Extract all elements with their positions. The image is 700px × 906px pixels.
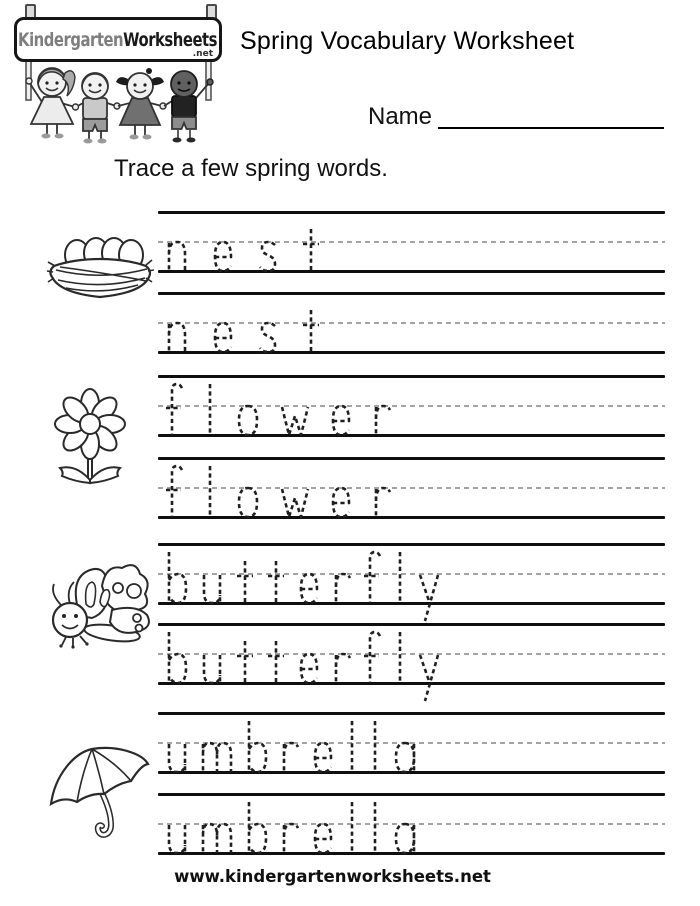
traced-word [158, 623, 665, 709]
writing-row [158, 543, 665, 629]
flower-icon [52, 388, 132, 492]
traced-word [158, 543, 665, 629]
writing-row [158, 712, 665, 798]
logo-sign [14, 17, 222, 62]
traced-word [158, 211, 665, 297]
traced-word [158, 375, 665, 461]
traced-word [158, 457, 665, 543]
footer-url: www.kindergartenworksheets.net [174, 867, 491, 886]
name-fill-in-line [438, 102, 664, 129]
writing-row [158, 623, 665, 709]
butterfly-icon [42, 558, 156, 650]
writing-row [158, 292, 665, 378]
umbrella-icon [44, 743, 156, 851]
writing-row [158, 375, 665, 461]
logo-brand [19, 29, 218, 51]
name-label: Name [368, 103, 433, 130]
logo-brand-worksheets: Worksheets [123, 28, 218, 51]
nest-icon [46, 233, 154, 303]
traced-word [158, 292, 665, 378]
traced-word [158, 712, 665, 798]
page-title: Spring Vocabulary Worksheet [240, 27, 575, 55]
logo-brand-kindergarten: Kindergarten [18, 28, 124, 51]
writing-row [158, 211, 665, 297]
kid-girl-pigtails [116, 68, 166, 140]
logo-kids-illustration [16, 58, 226, 144]
kid-girl-light [26, 68, 75, 139]
writing-row [158, 457, 665, 543]
instruction-text: Trace a few spring words. [114, 155, 388, 182]
logo-net-suffix: .net [192, 49, 213, 59]
kid-boy-gray [73, 73, 121, 144]
